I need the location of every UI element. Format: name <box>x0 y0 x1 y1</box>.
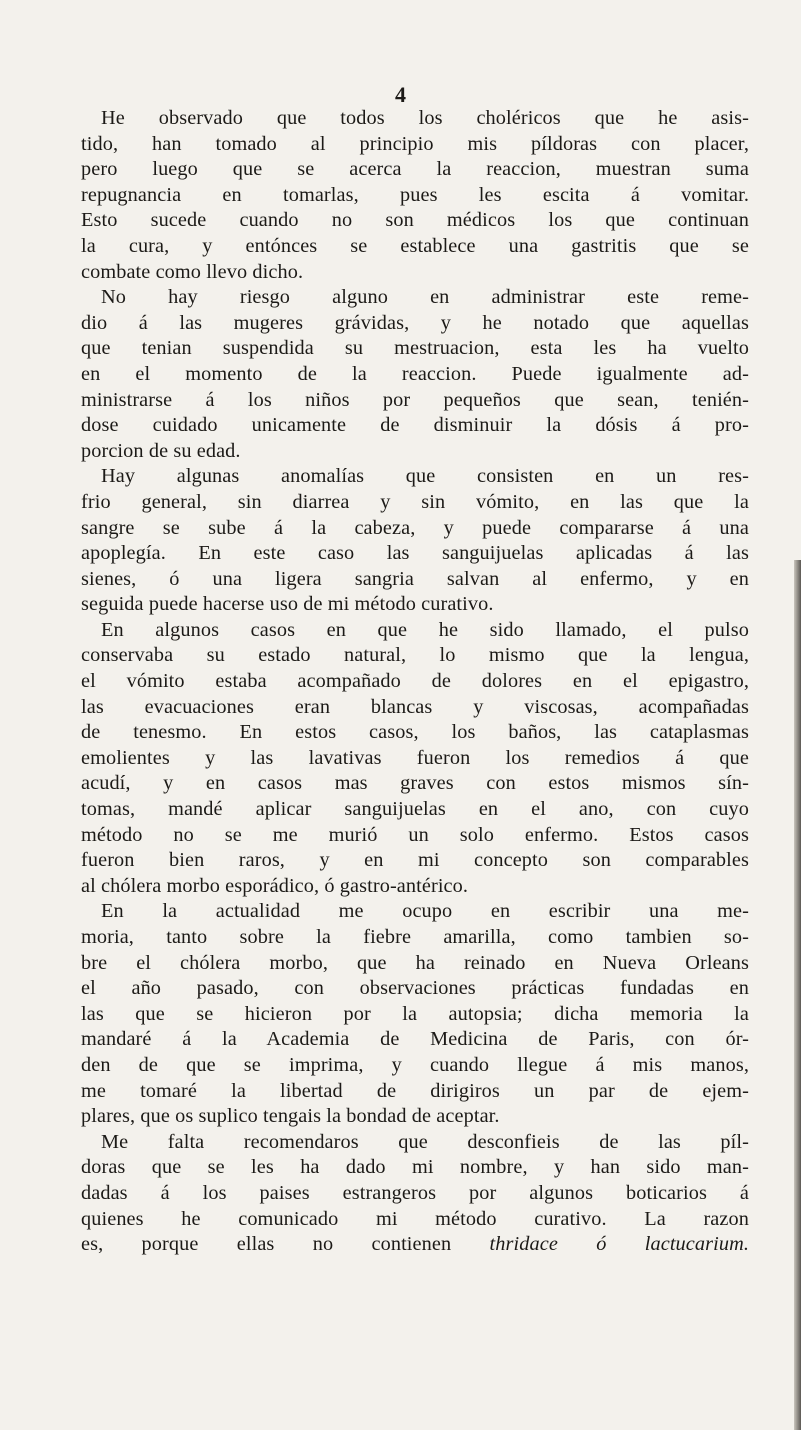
text-line <box>81 490 749 516</box>
text-line-content: repugnancia en tomarlas, pues les escita á vomitar. <box>81 183 749 206</box>
text-line <box>81 516 749 542</box>
text-line <box>81 285 749 311</box>
text-line <box>81 1155 749 1181</box>
text-line-content: doras que se les ha dado mi nombre, y han sido man- <box>81 1156 749 1179</box>
text-line <box>81 618 749 644</box>
text-line-content: seguida puede hacerse uso de mi método curativo. <box>81 593 494 616</box>
text-line <box>81 208 749 234</box>
text-line <box>81 336 749 362</box>
text-line <box>81 567 749 593</box>
text-line-content: sienes, ó una ligera sangria salvan al enfermo, y en <box>81 567 749 590</box>
text-line-content: las que se hicieron por la autopsia; dicha memoria la <box>81 1002 749 1025</box>
text-line <box>81 1104 749 1130</box>
text-line-content: apoplegía. En este caso las sanguijuelas aplicadas á las <box>81 542 749 565</box>
text-line-content: emolientes y las lavativas fueron los remedios á que <box>81 746 749 769</box>
text-line-content: conservaba su estado natural, lo mismo que la lengua, <box>81 644 749 667</box>
text-line-content: de tenesmo. En estos casos, los baños, las cataplasmas <box>81 721 749 744</box>
text-line-content: en el momento de la reaccion. Puede igualmente ad- <box>81 362 749 385</box>
text-line-content: moria, tanto sobre la fiebre amarilla, como tambien so- <box>81 926 749 948</box>
text-line <box>81 899 749 925</box>
text-line-content: No hay riesgo alguno en administrar este reme- <box>101 286 749 309</box>
text-line-content: sangre se sube á la cabeza, y puede compararse á una <box>81 516 749 539</box>
text-line <box>81 848 749 874</box>
text-line-content: quienes he comunicado mi método curativo. La razon <box>81 1207 749 1230</box>
text-line <box>81 541 749 567</box>
text-line-content: Hay algunas anomalías que consisten en un res- <box>101 465 749 488</box>
text-line <box>81 413 749 439</box>
text-line <box>81 746 749 772</box>
text-line-content: bre el chólera morbo, que ha reinado en Nueva Orleans <box>81 951 749 974</box>
text-line <box>81 874 749 900</box>
text-line <box>81 771 749 797</box>
text-line <box>81 132 749 158</box>
text-line-content: Me falta recomendaros que desconfieis de las píl- <box>101 1130 749 1153</box>
text-line-content: que tenian suspendida su mestruacion, esta les ha vuelto <box>81 337 749 360</box>
text-line <box>81 1053 749 1079</box>
text-line-content: He observado que todos los choléricos que he asis- <box>101 107 749 129</box>
text-line-content: la cura, y entónces se establece una gastritis que se <box>81 234 749 257</box>
text-line-content: En algunos casos en que he sido llamado, el pulso <box>101 618 749 641</box>
text-line-content: den de que se imprima, y cuando llegue á mis manos, <box>81 1053 749 1076</box>
text-line-content: el vómito estaba acompañado de dolores en el epigastro, <box>81 670 749 693</box>
text-line <box>81 1232 749 1258</box>
text-line-content: fueron bien raros, y en mi concepto son comparables <box>81 849 749 872</box>
italic-term: thridace ó lactucarium. <box>489 1233 750 1256</box>
text-line <box>81 592 749 618</box>
text-line <box>81 106 749 132</box>
text-line <box>81 157 749 183</box>
text-line-content: pero luego que se acerca la reaccion, muestran suma <box>81 158 749 181</box>
text-line-content: es, porque ellas no contienen <box>81 1233 452 1256</box>
text-line <box>81 388 749 414</box>
text-line <box>81 797 749 823</box>
text-line-content: mandaré á la Academia de Medicina de Paris, con ór- <box>81 1028 749 1051</box>
text-line <box>81 695 749 721</box>
text-line <box>81 643 749 669</box>
text-line <box>81 925 749 951</box>
text-line <box>81 260 749 286</box>
text-line-content: plares, que os suplico tengais la bondad de aceptar. <box>81 1105 500 1128</box>
text-line <box>81 1181 749 1207</box>
text-line-content: tomas, mandé aplicar sanguijuelas en el ano, con cuyo <box>81 798 749 821</box>
text-line <box>81 976 749 1002</box>
text-line <box>81 1027 749 1053</box>
text-line-content: porcion de su edad. <box>81 439 241 462</box>
text-line-content: En la actualidad me ocupo en escribir una me- <box>101 900 749 923</box>
text-line-content: dadas á los paises estrangeros por algunos boticarios á <box>81 1181 749 1204</box>
text-line <box>81 669 749 695</box>
text-line-content: combate como llevo dicho. <box>81 260 304 283</box>
text-line <box>81 720 749 746</box>
text-line-content: me tomaré la libertad de dirigiros un par de ejem- <box>81 1079 749 1102</box>
text-line <box>81 439 749 465</box>
text-line-content: frio general, sin diarrea y sin vómito, en las que la <box>81 490 749 513</box>
text-line <box>81 1130 749 1156</box>
text-line <box>81 362 749 388</box>
text-line-content: al chólera morbo esporádico, ó gastro-antérico. <box>81 874 469 897</box>
page-edge-shadow <box>794 560 801 1430</box>
text-line-content: dio á las mugeres grávidas, y he notado que aquellas <box>81 311 749 334</box>
text-line-content: el año pasado, con observaciones prácticas fundadas en <box>81 977 749 1000</box>
text-line-content: acudí, y en casos mas graves con estos mismos sín- <box>81 772 749 795</box>
text-line-content: las evacuaciones eran blancas y viscosas, acompañadas <box>81 695 749 718</box>
text-line <box>81 183 749 209</box>
text-line <box>81 234 749 260</box>
text-line <box>81 823 749 849</box>
text-line <box>81 951 749 977</box>
text-line <box>81 311 749 337</box>
text-line <box>81 1079 749 1105</box>
body-text <box>81 106 749 1258</box>
text-line-content: Esto sucede cuando no son médicos los que continuan <box>81 209 749 232</box>
text-line-content: ministrarse á los niños por pequeños que sean, tenién- <box>81 388 749 411</box>
text-line-content: método no se me murió un solo enfermo. Estos casos <box>81 823 749 846</box>
text-line-content: tido, han tomado al principio mis píldoras con placer, <box>81 132 749 155</box>
page-number: 4 <box>395 82 406 107</box>
text-line-content: dose cuidado unicamente de disminuir la dósis á pro- <box>81 414 749 437</box>
text-line <box>81 1207 749 1233</box>
text-line <box>81 464 749 490</box>
text-line <box>81 1002 749 1028</box>
